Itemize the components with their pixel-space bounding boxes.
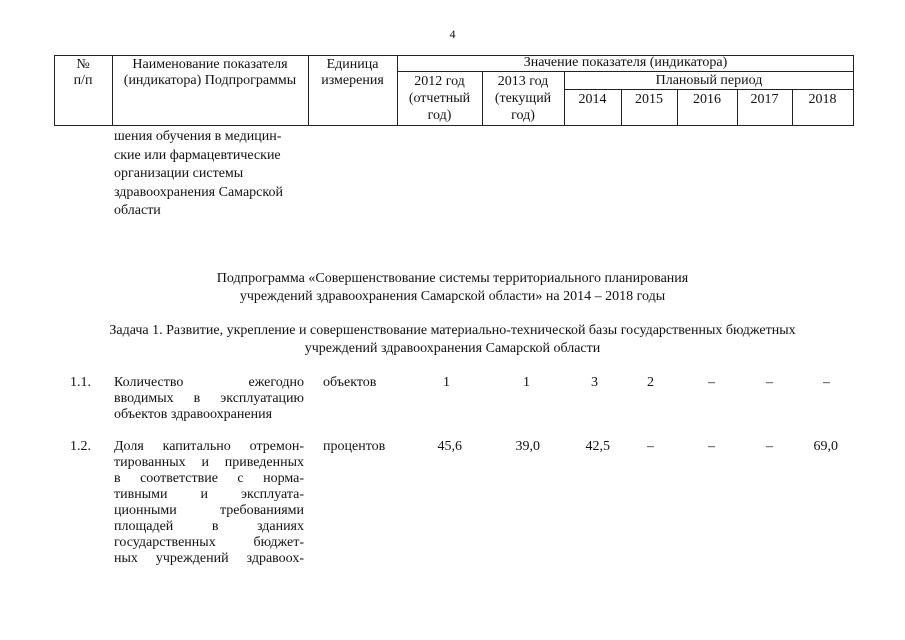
- value-2016: –: [708, 375, 715, 390]
- value-2015: 2: [647, 375, 654, 390]
- header-year-2015: 2015: [635, 92, 663, 107]
- value-2015: –: [647, 439, 654, 454]
- value-2016: –: [708, 439, 715, 454]
- value-2014: 3: [591, 375, 598, 390]
- value-2013: 39,0: [515, 439, 540, 454]
- header-year-2012: 2012 год (отчетный год): [408, 74, 471, 123]
- indicator-table-header: [54, 55, 854, 126]
- row-number: 1.1.: [70, 375, 91, 390]
- value-2018: 69,0: [813, 439, 838, 454]
- page-number: 4: [449, 27, 456, 41]
- value-2013: 1: [523, 375, 530, 390]
- continuation-text: шения обучения в медицин- ские или фармацевтические организации системы здравоохранения Самарской области: [114, 129, 283, 218]
- task-heading: Задача 1. Развитие, укрепление и совершенствование материально-технической базы государственных бюджетных учреждений здравоохранения Самарской области: [109, 323, 796, 356]
- table-border-bottom: [54, 125, 854, 126]
- header-year-2018: 2018: [808, 92, 837, 107]
- row-description: Количество ежегодно вводимых в эксплуатацию объектов здравоохранения: [114, 375, 304, 422]
- header-name: Наименование показателя (индикатора) Подпрограммы: [123, 57, 297, 88]
- header-year-2016: 2016: [693, 92, 721, 107]
- value-2012: 1: [443, 375, 450, 390]
- header-year-2017: 2017: [750, 92, 779, 107]
- row-unit: объектов: [323, 375, 377, 390]
- table-line-value-title: [397, 71, 854, 72]
- table-line-plan-title: [564, 89, 854, 90]
- header-plan-title: Плановый период: [655, 73, 763, 88]
- header-num: № п/п: [73, 57, 93, 88]
- header-unit: Единица измерения: [321, 57, 384, 88]
- row-description: Доля капитально отремон- тированных и приведенных в соответствие с норма- тивными и эксплуата- ционными требованиями площадей в зданиях государственных бюджет- ных учреждений здравоох-: [114, 439, 304, 566]
- value-2012: 45,6: [437, 439, 462, 454]
- subprogram-heading: Подпрограмма «Совершенствование системы территориального планирования учреждений здравоохранения Самарской области» на 2014 – 2018 годы: [216, 271, 689, 304]
- value-2017: –: [766, 375, 773, 390]
- header-year-2014: 2014: [578, 92, 607, 107]
- value-2014: 42,5: [585, 439, 610, 454]
- header-year-2013: 2013 год (текущий год): [494, 74, 552, 123]
- row-unit: процентов: [323, 439, 386, 454]
- header-value-title: Значение показателя (индикатора): [523, 55, 728, 70]
- value-2017: –: [766, 439, 773, 454]
- value-2018: –: [823, 375, 830, 390]
- row-number: 1.2.: [70, 439, 91, 454]
